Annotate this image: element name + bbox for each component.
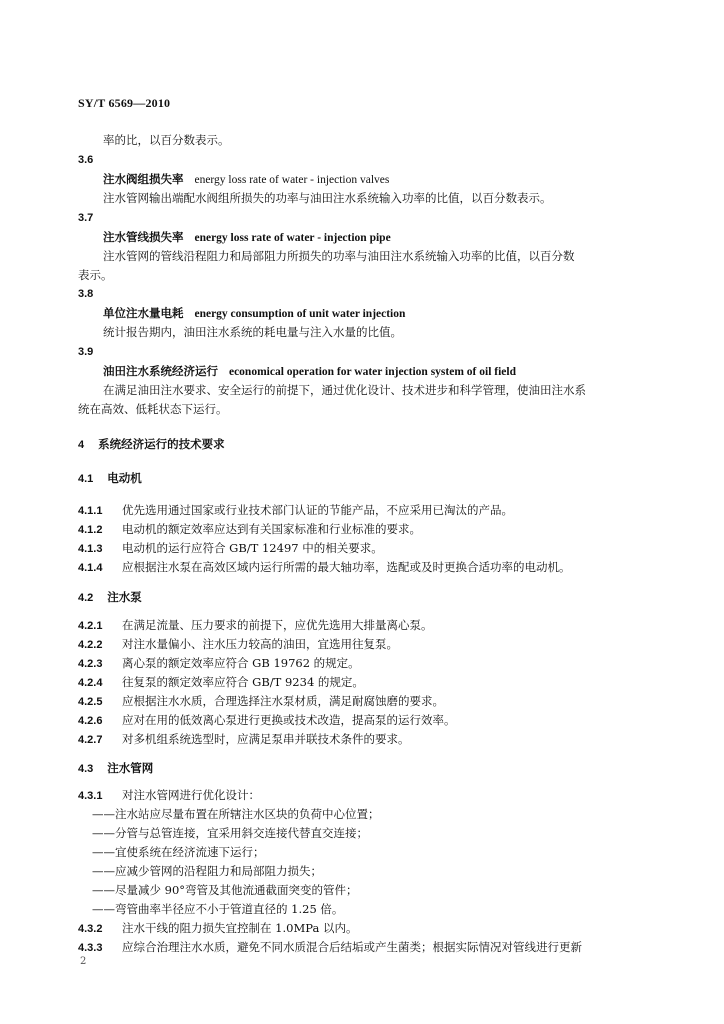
clause-4-2-2: 4.2.2 对注水量偏小、注水压力较高的油田，宜选用往复泵。: [78, 637, 398, 651]
section-title: 注水管网: [107, 761, 154, 775]
section-number: 4.3: [78, 763, 94, 775]
clause-3-6-number: 3.6: [78, 154, 94, 166]
term-zh: 单位注水量电耗: [103, 306, 184, 320]
term-zh: 注水管线损失率: [103, 230, 184, 244]
page-number: 2: [80, 956, 87, 967]
term-zh: 注水阀组损失率: [103, 172, 184, 186]
term-en: energy loss rate of water - injection pipe: [194, 232, 391, 244]
list-item: ——注水站应尽量布置在所辖注水区块的负荷中心位置；: [92, 807, 380, 821]
term-en: economical operation for water injection system of oil field: [228, 366, 516, 378]
list-item: ——尽量减少 90°弯管及其他流通截面突变的管件；: [92, 883, 358, 897]
clause-4-3-1: 4.3.1 对注水管网进行优化设计：: [78, 788, 260, 802]
clause-3-6-definition: 注水管网输出端配水阀组所损失的功率与油田注水系统输入功率的比值，以百分数表示。: [103, 191, 552, 205]
clause-4-2-5: 4.2.5 应根据注水水质，合理选择注水泵材质，满足耐腐蚀磨的要求。: [78, 694, 444, 708]
clause-4-1-1: 4.1.1 优先选用通过国家或行业技术部门认证的节能产品，不应采用已淘汰的产品。: [78, 503, 513, 517]
list-item: ——宜使系统在经济流速下运行；: [92, 845, 265, 859]
section-title: 注水泵: [107, 590, 142, 604]
clause-4-2-3: 4.2.3 离心泵的额定效率应符合 GB 19762 的规定。: [78, 656, 360, 670]
clause-4-1-3: 4.1.3 电动机的运行应符合 GB/T 12497 中的相关要求。: [78, 541, 383, 555]
term-zh: 油田注水系统经济运行: [103, 364, 218, 378]
clause-4-1-4: 4.1.4 应根据注水泵在高效区域内运行所需的最大轴功率，选配或及时更换合适功率的电动机。: [78, 560, 571, 574]
section-4-2-heading: [78, 589, 142, 605]
clause-3-8-number: 3.8: [78, 288, 94, 300]
list-item: ——分管与总管连接，宜采用斜交连接代替直交连接；: [92, 826, 368, 840]
term-en: energy consumption of unit water injection: [194, 308, 406, 320]
section-number: 4.1: [78, 473, 94, 485]
section-number: 4.2: [78, 592, 94, 604]
clause-3-8-definition: 统计报告期内，油田注水系统的耗电量与注入水量的比值。: [103, 325, 402, 339]
section-title: 电动机: [107, 471, 142, 485]
clause-4-3-2: 4.3.2 注水干线的阻力损失宜控制在 1.0MPa 以内。: [78, 921, 358, 935]
list-item: ——应减少管网的沿程阻力和局部阻力损失；: [92, 864, 322, 878]
clause-3-7-definition-line1: 注水管网的管线沿程阻力和局部阻力所损失的功率与油田注水系统输入功率的比值，以百分数: [103, 249, 575, 263]
clause-4-2-1: 4.2.1 在满足流量、压力要求的前提下，应优先选用大排量离心泵。: [78, 618, 433, 632]
clause-3-9-definition-line2: 统在高效、低耗状态下运行。: [78, 402, 228, 416]
list-item: ——弯管曲率半径应不小于管道直径的 1.25 倍。: [92, 902, 344, 916]
clause-3-9-definition-line1: 在满足油田注水要求、安全运行的前提下，通过优化设计、技术进步和科学管理，使油田注水系: [103, 383, 586, 397]
section-title: 系统经济运行的技术要求: [98, 437, 225, 451]
clause-3-7-definition-line2: 表示。: [78, 268, 113, 282]
clause-4-3-3: 4.3.3 应综合治理注水水质，避免不同水质混合后结垢或产生菌类；根据实际情况对管线进行更新: [78, 940, 582, 954]
clause-4-1-2: 4.1.2 电动机的额定效率应达到有关国家标准和行业标准的要求。: [78, 522, 421, 536]
section-4-1-heading: [78, 470, 142, 486]
clause-3-9-number: 3.9: [78, 346, 94, 358]
clause-3-6-term: [103, 172, 389, 187]
clause-3-7-term: [103, 230, 391, 245]
section-number: 4: [78, 439, 85, 451]
term-en: energy loss rate of water - injection valves: [194, 174, 390, 186]
section-4-3-heading: [78, 760, 153, 776]
standard-code-header: SY/T 6569—2010: [78, 96, 171, 110]
clause-3-7-number: 3.7: [78, 212, 94, 224]
continued-paragraph: 率的比，以百分数表示。: [103, 133, 230, 147]
section-4-heading: [78, 436, 225, 452]
clause-4-2-7: 4.2.7 对多机组系统选型时，应满足泵串并联技术条件的要求。: [78, 732, 410, 746]
clause-4-2-4: 4.2.4 往复泵的额定效率应符合 GB/T 9234 的规定。: [78, 675, 364, 689]
clause-4-2-6: 4.2.6 应对在用的低效离心泵进行更换或技术改造，提高泵的运行效率。: [78, 713, 456, 727]
clause-3-8-term: [103, 306, 405, 321]
clause-3-9-term: [103, 364, 516, 379]
